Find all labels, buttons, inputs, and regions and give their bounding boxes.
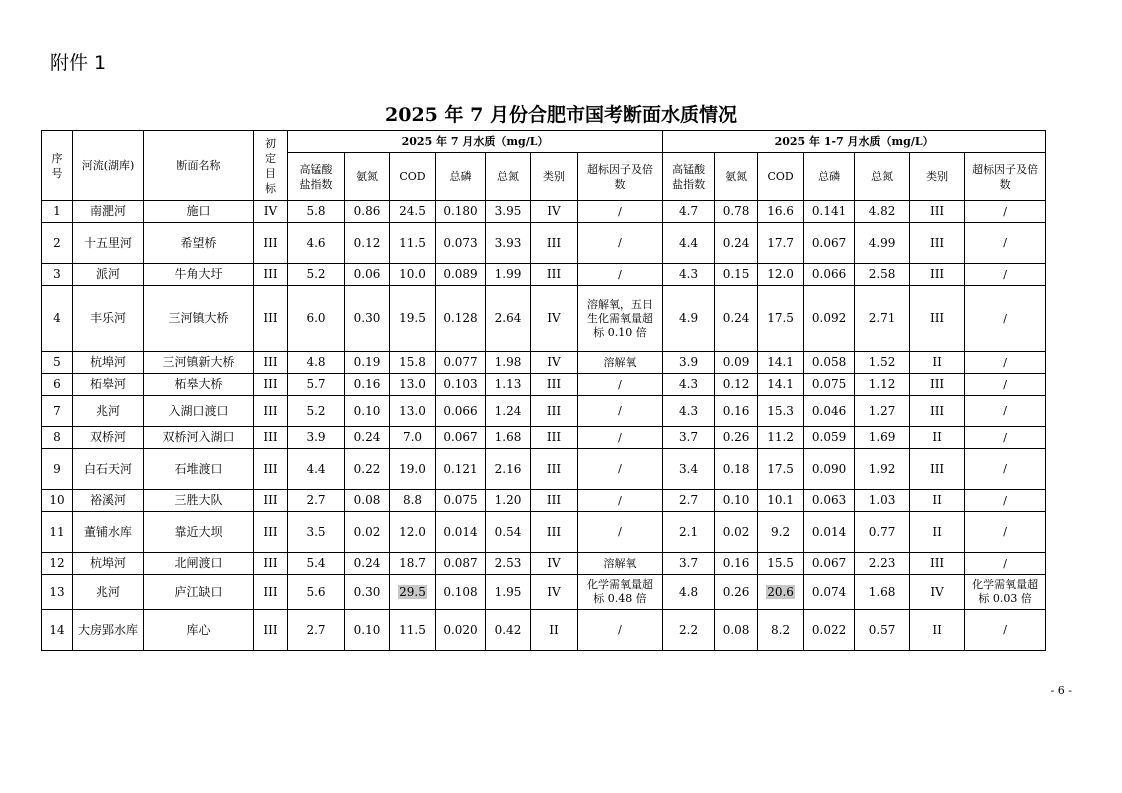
- month-tp-cell: 0.067: [436, 427, 486, 449]
- month-class-cell: III: [531, 264, 578, 286]
- month-ammonia-cell: 0.12: [345, 223, 390, 264]
- row-river: 双桥河: [73, 427, 144, 449]
- row-river: 大房郢水库: [73, 610, 144, 651]
- row-seq: 10: [42, 490, 73, 512]
- cum-tp-cell: 0.014: [804, 512, 855, 553]
- month-exceed-cell: /: [578, 449, 663, 490]
- month-cod-cell: 10.0: [390, 264, 436, 286]
- header-cum-class: 类别: [910, 153, 965, 201]
- month-ammonia-cell: 0.19: [345, 352, 390, 374]
- row-river: 裕溪河: [73, 490, 144, 512]
- cum-tp-cell: 0.067: [804, 553, 855, 575]
- month-class-cell: IV: [531, 201, 578, 223]
- cum-permanganate-cell: 4.9: [663, 286, 715, 352]
- row-target: III: [254, 427, 288, 449]
- cum-tn-cell: 1.27: [855, 396, 910, 427]
- cum-exceed-cell: /: [965, 490, 1046, 512]
- month-ammonia-cell: 0.02: [345, 512, 390, 553]
- row-seq: 14: [42, 610, 73, 651]
- cum-ammonia-cell: 0.24: [715, 286, 758, 352]
- cum-ammonia-cell: 0.78: [715, 201, 758, 223]
- water-quality-table: [41, 130, 1046, 651]
- cum-permanganate-cell: 2.1: [663, 512, 715, 553]
- month-class-cell: III: [531, 427, 578, 449]
- cum-exceed-cell: /: [965, 264, 1046, 286]
- cum-permanganate-cell: 4.3: [663, 396, 715, 427]
- row-seq: 13: [42, 575, 73, 610]
- cum-ammonia-cell: 0.16: [715, 553, 758, 575]
- cum-exceed-cell: /: [965, 374, 1046, 396]
- header-month-permanganate: 高锰酸盐指数: [288, 153, 345, 201]
- cum-class-cell: IV: [910, 575, 965, 610]
- cum-cod-cell: 8.2: [758, 610, 804, 651]
- cum-class-cell: III: [910, 286, 965, 352]
- cum-class-cell: II: [910, 352, 965, 374]
- cum-exceed-cell: /: [965, 223, 1046, 264]
- cum-ammonia-cell: 0.26: [715, 575, 758, 610]
- cum-permanganate-cell: 3.4: [663, 449, 715, 490]
- cum-class-cell: III: [910, 201, 965, 223]
- row-section: 双桥河入湖口: [144, 427, 254, 449]
- month-tn-cell: 3.95: [486, 201, 531, 223]
- cum-class-cell: III: [910, 374, 965, 396]
- month-tn-cell: 1.13: [486, 374, 531, 396]
- header-cum-exceed: 超标因子及倍数: [965, 153, 1046, 201]
- row-section: 牛角大圩: [144, 264, 254, 286]
- month-class-cell: IV: [531, 553, 578, 575]
- cum-tn-cell: 1.92: [855, 449, 910, 490]
- month-tp-cell: 0.073: [436, 223, 486, 264]
- header-cum-tn: 总氮: [855, 153, 910, 201]
- cum-class-cell: II: [910, 427, 965, 449]
- month-cod-cell: 11.5: [390, 223, 436, 264]
- month-exceed-cell: /: [578, 201, 663, 223]
- month-tp-cell: 0.014: [436, 512, 486, 553]
- month-exceed-cell: /: [578, 490, 663, 512]
- row-seq: 6: [42, 374, 73, 396]
- cum-tp-cell: 0.059: [804, 427, 855, 449]
- month-cod-cell: 7.0: [390, 427, 436, 449]
- month-permanganate-cell: 5.2: [288, 396, 345, 427]
- month-cod-cell: 11.5: [390, 610, 436, 651]
- row-river: 兆河: [73, 396, 144, 427]
- row-seq: 2: [42, 223, 73, 264]
- row-seq: 7: [42, 396, 73, 427]
- table-row: [42, 490, 1046, 512]
- month-class-cell: III: [531, 223, 578, 264]
- month-ammonia-cell: 0.10: [345, 396, 390, 427]
- month-tp-cell: 0.121: [436, 449, 486, 490]
- cum-class-cell: III: [910, 264, 965, 286]
- cum-tp-cell: 0.074: [804, 575, 855, 610]
- month-ammonia-cell: 0.06: [345, 264, 390, 286]
- row-river: 南淝河: [73, 201, 144, 223]
- month-ammonia-cell: 0.86: [345, 201, 390, 223]
- cum-exceed-cell: /: [965, 396, 1046, 427]
- row-seq: 1: [42, 201, 73, 223]
- cum-tp-cell: 0.067: [804, 223, 855, 264]
- month-permanganate-cell: 4.4: [288, 449, 345, 490]
- month-exceed-cell: /: [578, 512, 663, 553]
- month-class-cell: IV: [531, 286, 578, 352]
- month-ammonia-cell: 0.16: [345, 374, 390, 396]
- table-row: [42, 286, 1046, 352]
- month-class-cell: IV: [531, 575, 578, 610]
- month-tn-cell: 0.42: [486, 610, 531, 651]
- cum-class-cell: II: [910, 512, 965, 553]
- month-exceed-cell: 溶解氧: [578, 352, 663, 374]
- row-section: 北闸渡口: [144, 553, 254, 575]
- table-row: [42, 201, 1046, 223]
- month-tp-cell: 0.128: [436, 286, 486, 352]
- cum-permanganate-cell: 2.7: [663, 490, 715, 512]
- row-target: III: [254, 610, 288, 651]
- row-river: 董铺水库: [73, 512, 144, 553]
- month-permanganate-cell: 5.6: [288, 575, 345, 610]
- cum-class-cell: II: [910, 610, 965, 651]
- month-tp-cell: 0.075: [436, 490, 486, 512]
- cum-ammonia-cell: 0.02: [715, 512, 758, 553]
- month-cod-cell: 19.0: [390, 449, 436, 490]
- row-section: 入湖口渡口: [144, 396, 254, 427]
- cum-tp-cell: 0.046: [804, 396, 855, 427]
- month-exceed-cell: 溶解氧，五日生化需氧量超标 0.10 倍: [578, 286, 663, 352]
- header-month-ammonia: 氨氮: [345, 153, 390, 201]
- cum-tn-cell: 4.82: [855, 201, 910, 223]
- month-cod-cell: 12.0: [390, 512, 436, 553]
- month-tn-cell: 2.16: [486, 449, 531, 490]
- cum-exceed-cell: /: [965, 352, 1046, 374]
- row-seq: 11: [42, 512, 73, 553]
- month-class-cell: II: [531, 610, 578, 651]
- header-seq: 序号: [42, 131, 73, 201]
- month-tp-cell: 0.087: [436, 553, 486, 575]
- cum-class-cell: III: [910, 223, 965, 264]
- cum-tn-cell: 2.58: [855, 264, 910, 286]
- table-row: [42, 374, 1046, 396]
- cum-cod-cell: 17.5: [758, 286, 804, 352]
- row-target: III: [254, 512, 288, 553]
- month-tp-cell: 0.066: [436, 396, 486, 427]
- cum-tp-cell: 0.092: [804, 286, 855, 352]
- cum-tn-cell: 4.99: [855, 223, 910, 264]
- month-permanganate-cell: 5.7: [288, 374, 345, 396]
- row-target: IV: [254, 201, 288, 223]
- month-exceed-cell: 溶解氧: [578, 553, 663, 575]
- cum-permanganate-cell: 4.4: [663, 223, 715, 264]
- month-class-cell: III: [531, 490, 578, 512]
- cum-exceed-cell: /: [965, 286, 1046, 352]
- month-permanganate-cell: 5.4: [288, 553, 345, 575]
- table-row: [42, 575, 1046, 610]
- table-row: [42, 553, 1046, 575]
- row-target: III: [254, 396, 288, 427]
- row-target: III: [254, 490, 288, 512]
- table-row: [42, 610, 1046, 651]
- month-tn-cell: 1.99: [486, 264, 531, 286]
- month-ammonia-cell: 0.22: [345, 449, 390, 490]
- month-exceed-cell: /: [578, 223, 663, 264]
- cum-tn-cell: 1.69: [855, 427, 910, 449]
- month-cod-cell: 15.8: [390, 352, 436, 374]
- header-cum-tp: 总磷: [804, 153, 855, 201]
- row-river: 丰乐河: [73, 286, 144, 352]
- cum-permanganate-cell: 3.7: [663, 427, 715, 449]
- month-cod-cell: 18.7: [390, 553, 436, 575]
- cum-tp-cell: 0.090: [804, 449, 855, 490]
- highlighted-value: 20.6: [767, 584, 794, 599]
- month-tn-cell: 1.20: [486, 490, 531, 512]
- cum-permanganate-cell: 4.7: [663, 201, 715, 223]
- cum-ammonia-cell: 0.15: [715, 264, 758, 286]
- cum-class-cell: III: [910, 449, 965, 490]
- table-row: [42, 512, 1046, 553]
- cum-cod-cell: 15.3: [758, 396, 804, 427]
- cum-cod-cell: 10.1: [758, 490, 804, 512]
- cum-cod-cell: 11.2: [758, 427, 804, 449]
- month-class-cell: III: [531, 396, 578, 427]
- month-cod-cell: 24.5: [390, 201, 436, 223]
- month-ammonia-cell: 0.24: [345, 427, 390, 449]
- month-exceed-cell: /: [578, 427, 663, 449]
- month-permanganate-cell: 2.7: [288, 610, 345, 651]
- header-month-cod: COD: [390, 153, 436, 201]
- cum-tp-cell: 0.141: [804, 201, 855, 223]
- cum-tp-cell: 0.022: [804, 610, 855, 651]
- month-tp-cell: 0.108: [436, 575, 486, 610]
- month-tn-cell: 0.54: [486, 512, 531, 553]
- row-section: 施口: [144, 201, 254, 223]
- row-seq: 8: [42, 427, 73, 449]
- cum-tn-cell: 0.57: [855, 610, 910, 651]
- month-permanganate-cell: 5.8: [288, 201, 345, 223]
- cum-permanganate-cell: 3.7: [663, 553, 715, 575]
- month-permanganate-cell: 4.6: [288, 223, 345, 264]
- table-row: [42, 449, 1046, 490]
- header-month-tp: 总磷: [436, 153, 486, 201]
- month-exceed-cell: /: [578, 396, 663, 427]
- cum-ammonia-cell: 0.26: [715, 427, 758, 449]
- cum-cod-cell: 9.2: [758, 512, 804, 553]
- row-section: 希望桥: [144, 223, 254, 264]
- cum-tp-cell: 0.063: [804, 490, 855, 512]
- cum-cod-cell: 17.5: [758, 449, 804, 490]
- cum-tp-cell: 0.066: [804, 264, 855, 286]
- month-permanganate-cell: 3.9: [288, 427, 345, 449]
- month-cod-cell: [390, 575, 436, 610]
- month-class-cell: III: [531, 512, 578, 553]
- cum-tn-cell: 0.77: [855, 512, 910, 553]
- row-target: III: [254, 553, 288, 575]
- cum-permanganate-cell: 4.3: [663, 264, 715, 286]
- row-section: 三河镇新大桥: [144, 352, 254, 374]
- month-tn-cell: 3.93: [486, 223, 531, 264]
- row-target: III: [254, 286, 288, 352]
- header-target: 初定目标: [254, 131, 288, 201]
- row-river: 杭埠河: [73, 352, 144, 374]
- header-month-exceed: 超标因子及倍数: [578, 153, 663, 201]
- row-river: 柘皋河: [73, 374, 144, 396]
- cum-permanganate-cell: 4.3: [663, 374, 715, 396]
- row-river: 派河: [73, 264, 144, 286]
- table-row: [42, 352, 1046, 374]
- month-tn-cell: 1.98: [486, 352, 531, 374]
- cum-cod-cell: 12.0: [758, 264, 804, 286]
- month-permanganate-cell: 3.5: [288, 512, 345, 553]
- cum-cod-cell: 14.1: [758, 374, 804, 396]
- cum-ammonia-cell: 0.16: [715, 396, 758, 427]
- highlighted-value: 29.5: [399, 584, 426, 599]
- month-tn-cell: 1.68: [486, 427, 531, 449]
- month-cod-cell: 19.5: [390, 286, 436, 352]
- row-seq: 9: [42, 449, 73, 490]
- month-tn-cell: 1.24: [486, 396, 531, 427]
- cum-ammonia-cell: 0.08: [715, 610, 758, 651]
- row-river: 十五里河: [73, 223, 144, 264]
- header-month-class: 类别: [531, 153, 578, 201]
- row-target: III: [254, 374, 288, 396]
- header-river: 河流(湖库): [73, 131, 144, 201]
- row-seq: 5: [42, 352, 73, 374]
- month-permanganate-cell: 4.8: [288, 352, 345, 374]
- cum-cod-cell: [758, 575, 804, 610]
- month-ammonia-cell: 0.10: [345, 610, 390, 651]
- month-cod-cell: 13.0: [390, 396, 436, 427]
- cum-class-cell: III: [910, 396, 965, 427]
- row-section: 三胜大队: [144, 490, 254, 512]
- month-class-cell: IV: [531, 352, 578, 374]
- month-tp-cell: 0.180: [436, 201, 486, 223]
- header-section: 断面名称: [144, 131, 254, 201]
- row-target: III: [254, 352, 288, 374]
- cum-ammonia-cell: 0.24: [715, 223, 758, 264]
- cum-exceed-cell: /: [965, 610, 1046, 651]
- cum-ammonia-cell: 0.09: [715, 352, 758, 374]
- cum-tn-cell: 1.03: [855, 490, 910, 512]
- cum-tp-cell: 0.058: [804, 352, 855, 374]
- cum-exceed-cell: /: [965, 449, 1046, 490]
- table-row: [42, 427, 1046, 449]
- month-exceed-cell: /: [578, 264, 663, 286]
- month-permanganate-cell: 5.2: [288, 264, 345, 286]
- cum-tn-cell: 2.71: [855, 286, 910, 352]
- cum-cod-cell: 17.7: [758, 223, 804, 264]
- cum-exceed-cell: 化学需氧量超标 0.03 倍: [965, 575, 1046, 610]
- cum-tn-cell: 2.23: [855, 553, 910, 575]
- header-month-tn: 总氮: [486, 153, 531, 201]
- annex-label: 附件 1: [50, 52, 107, 74]
- cum-tn-cell: 1.52: [855, 352, 910, 374]
- row-section: 靠近大坝: [144, 512, 254, 553]
- month-class-cell: III: [531, 449, 578, 490]
- cum-cod-cell: 16.6: [758, 201, 804, 223]
- month-tn-cell: 2.53: [486, 553, 531, 575]
- cum-tn-cell: 1.12: [855, 374, 910, 396]
- cum-cod-cell: 14.1: [758, 352, 804, 374]
- row-seq: 4: [42, 286, 73, 352]
- month-cod-cell: 13.0: [390, 374, 436, 396]
- row-section: 三河镇大桥: [144, 286, 254, 352]
- row-river: 兆河: [73, 575, 144, 610]
- cum-class-cell: II: [910, 490, 965, 512]
- row-target: III: [254, 223, 288, 264]
- month-exceed-cell: 化学需氧量超标 0.48 倍: [578, 575, 663, 610]
- cum-class-cell: III: [910, 553, 965, 575]
- table-row: [42, 396, 1046, 427]
- cum-permanganate-cell: 2.2: [663, 610, 715, 651]
- month-exceed-cell: /: [578, 610, 663, 651]
- row-section: 柘皋大桥: [144, 374, 254, 396]
- month-permanganate-cell: 6.0: [288, 286, 345, 352]
- table-row: [42, 223, 1046, 264]
- cum-exceed-cell: /: [965, 553, 1046, 575]
- month-tp-cell: 0.103: [436, 374, 486, 396]
- month-cod-cell: 8.8: [390, 490, 436, 512]
- cum-ammonia-cell: 0.18: [715, 449, 758, 490]
- row-target: III: [254, 449, 288, 490]
- month-ammonia-cell: 0.30: [345, 575, 390, 610]
- row-seq: 12: [42, 553, 73, 575]
- row-target: III: [254, 264, 288, 286]
- row-section: 石堆渡口: [144, 449, 254, 490]
- cum-tp-cell: 0.075: [804, 374, 855, 396]
- month-tn-cell: 1.95: [486, 575, 531, 610]
- month-ammonia-cell: 0.24: [345, 553, 390, 575]
- row-seq: 3: [42, 264, 73, 286]
- row-section: 库心: [144, 610, 254, 651]
- month-tn-cell: 2.64: [486, 286, 531, 352]
- month-class-cell: III: [531, 374, 578, 396]
- month-exceed-cell: /: [578, 374, 663, 396]
- cum-permanganate-cell: 4.8: [663, 575, 715, 610]
- header-cum-permanganate: 高锰酸盐指数: [663, 153, 715, 201]
- month-tp-cell: 0.020: [436, 610, 486, 651]
- header-month-group: 2025 年 7 月水质（mg/L）: [288, 131, 663, 153]
- cum-exceed-cell: /: [965, 201, 1046, 223]
- cum-exceed-cell: /: [965, 427, 1046, 449]
- row-section: 庐江缺口: [144, 575, 254, 610]
- page-number: - 6 -: [1050, 684, 1072, 697]
- month-ammonia-cell: 0.30: [345, 286, 390, 352]
- page-title: 2025 年 7 月份合肥市国考断面水质情况: [385, 104, 737, 126]
- cum-tn-cell: 1.68: [855, 575, 910, 610]
- header-cum-cod: COD: [758, 153, 804, 201]
- cum-cod-cell: 15.5: [758, 553, 804, 575]
- month-tp-cell: 0.089: [436, 264, 486, 286]
- table-row: [42, 264, 1046, 286]
- header-cum-ammonia: 氨氮: [715, 153, 758, 201]
- cum-permanganate-cell: 3.9: [663, 352, 715, 374]
- header-cumulative-group: 2025 年 1-7 月水质（mg/L）: [663, 131, 1046, 153]
- cum-exceed-cell: /: [965, 512, 1046, 553]
- row-target: III: [254, 575, 288, 610]
- month-ammonia-cell: 0.08: [345, 490, 390, 512]
- cum-ammonia-cell: 0.10: [715, 490, 758, 512]
- month-permanganate-cell: 2.7: [288, 490, 345, 512]
- row-river: 白石天河: [73, 449, 144, 490]
- row-river: 杭埠河: [73, 553, 144, 575]
- cum-ammonia-cell: 0.12: [715, 374, 758, 396]
- month-tp-cell: 0.077: [436, 352, 486, 374]
